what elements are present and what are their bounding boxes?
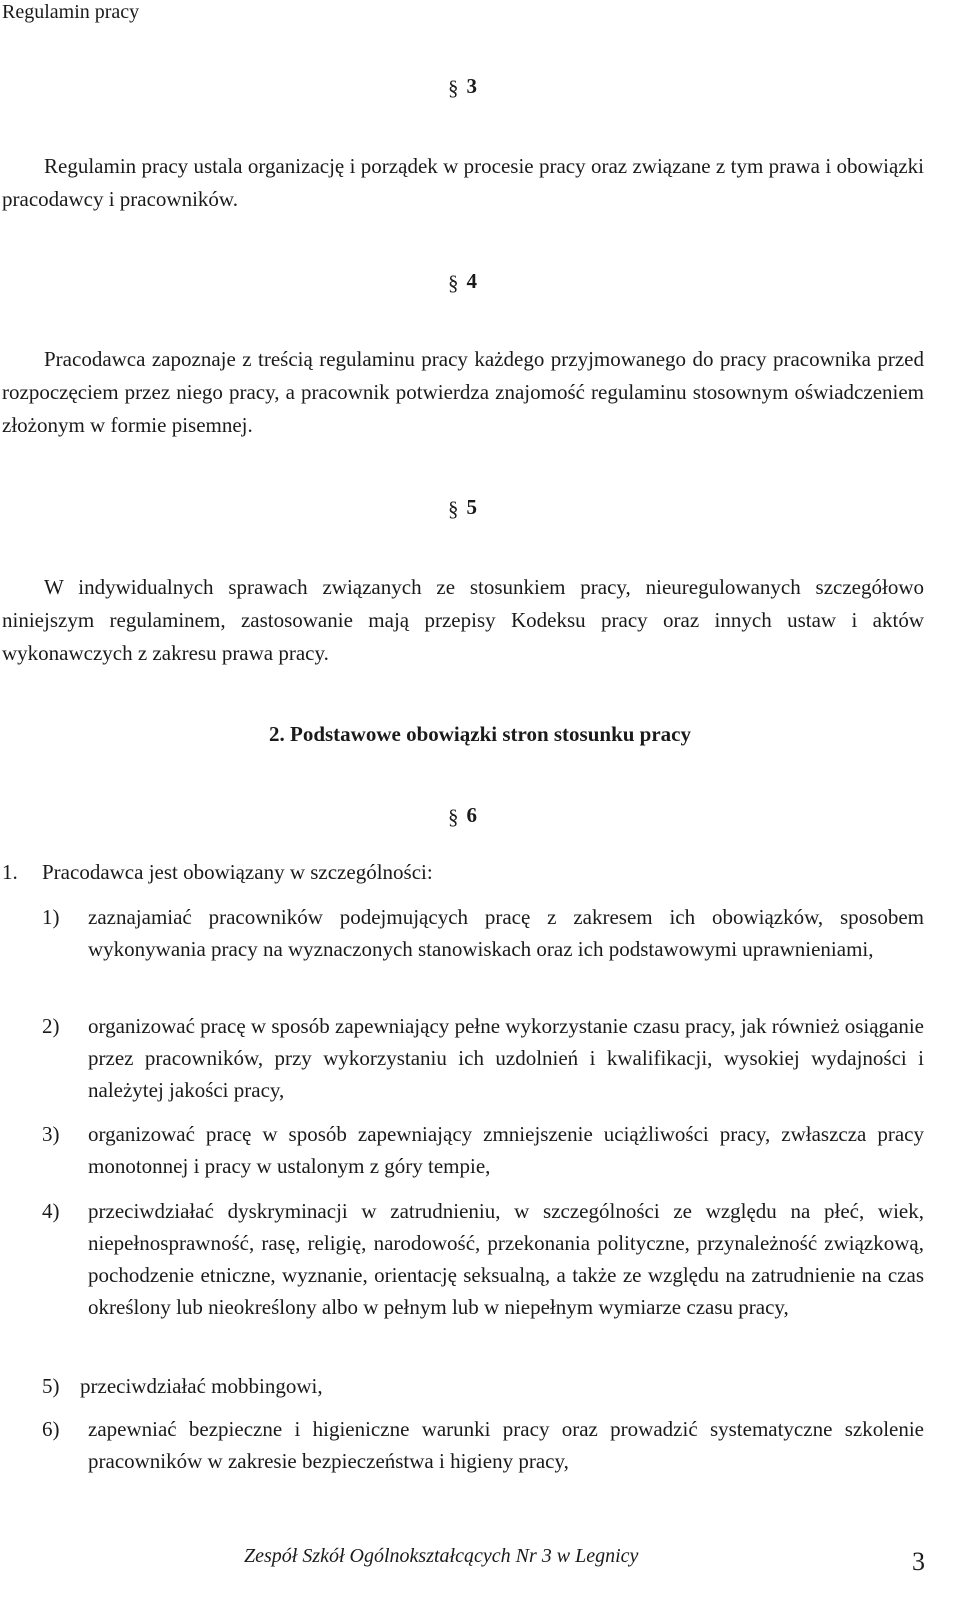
list-item-number: 6) (42, 1417, 60, 1441)
section-heading-5 (448, 495, 477, 519)
section-heading-4 (448, 269, 477, 293)
section-5-paragraph (2, 571, 924, 670)
section-heading-3 (448, 74, 477, 98)
footer-school-name: Zespół Szkół Ogólnokształcących Nr 3 w Legnicy (244, 1545, 639, 1567)
section-4-paragraph (2, 343, 924, 442)
list-item-text: organizować pracę w sposób zapewniający zmniejszenie uciążliwości pracy, zwłaszcza pracy monotonnej i pracy w ustalonym z góry tempie, (88, 1122, 924, 1178)
list-item-number: 3) (42, 1122, 60, 1146)
list-item-number: 5) (42, 1374, 60, 1398)
section-symbol: § (448, 805, 459, 829)
page-number: 3 (912, 1547, 925, 1576)
paragraph-text: Regulamin pracy ustala organizację i porządek w procesie pracy oraz związane z tym prawa i obowiązki pracodawcy i pracowników. (2, 154, 924, 211)
list-item-text: przeciwdziałać dyskryminacji w zatrudnieniu, w szczególności ze względu na płeć, wiek, niepełnosprawność, rasę, religię, narodowość, przekonania polityczne, przynależność związkową, pochodzenie etniczne, wyznanie, orientację seksualną, a także ze względu na zatrudnienie na czas określony lub nieokreślony albo w pełnym lub w niepełnym wymiarze czasu pracy, (88, 1199, 924, 1319)
section-symbol: § (448, 497, 459, 521)
intro-number: 1. (2, 860, 18, 884)
section-symbol: § (448, 76, 459, 100)
list-item-text: organizować pracę w sposób zapewniający pełne wykorzystanie czasu pracy, jak również osiąganie przez pracowników, przy wykorzystaniu ich uzdolnień i kwalifikacji, wysokiej wydajności i należytej jakości pracy, (88, 1014, 924, 1102)
list-item-number: 1) (42, 905, 60, 929)
section-number: 4 (466, 269, 477, 293)
running-header: Regulamin pracy (2, 1, 140, 23)
list-item-number: 4) (42, 1199, 60, 1223)
section-heading-6 (448, 803, 477, 827)
paragraph-text: W indywidualnych sprawach związanych ze stosunkiem pracy, nieuregulowanych szczegółowo niniejszym regulaminem, zastosowanie mają przepisy Kodeksu pracy oraz innych ustaw i aktów wykonawczych z zakresu prawa pracy. (2, 575, 924, 665)
list-item-text: zaznajamiać pracowników podejmujących pracę z zakresem ich obowiązków, sposobem wykonywania pracy na wyznaczonych stanowiskach oraz ich podstawowymi uprawnieniami, (88, 905, 924, 961)
list-item-text: zapewniać bezpieczne i higieniczne warunki pracy oraz prowadzić systematyczne szkolenie pracowników w zakresie bezpieczeństwa i higieny pracy, (88, 1417, 924, 1473)
section-number: 5 (466, 495, 477, 519)
section-symbol: § (448, 271, 459, 295)
list-item-text: przeciwdziałać mobbingowi, (80, 1374, 323, 1398)
list-item (42, 1010, 924, 1106)
section-3-paragraph (2, 150, 924, 216)
chapter-heading: 2. Podstawowe obowiązki stron stosunku pracy (269, 722, 691, 746)
section-number: 6 (466, 803, 477, 827)
section-6-intro (2, 860, 433, 884)
paragraph-text: Pracodawca zapoznaje z treścią regulaminu pracy każdego przyjmowanego do pracy pracownika przed rozpoczęciem przez niego pracy, a pracownik potwierdza znajomość regulaminu stosownym oświadczeniem złożonym w formie pisemnej. (2, 347, 924, 437)
list-item (42, 1118, 924, 1182)
list-item (42, 1195, 924, 1323)
list-item (42, 901, 924, 965)
section-number: 3 (466, 74, 477, 98)
list-item (42, 1413, 924, 1477)
list-item-number: 2) (42, 1014, 60, 1038)
list-item (42, 1370, 924, 1402)
intro-text: Pracodawca jest obowiązany w szczególności: (42, 860, 433, 884)
